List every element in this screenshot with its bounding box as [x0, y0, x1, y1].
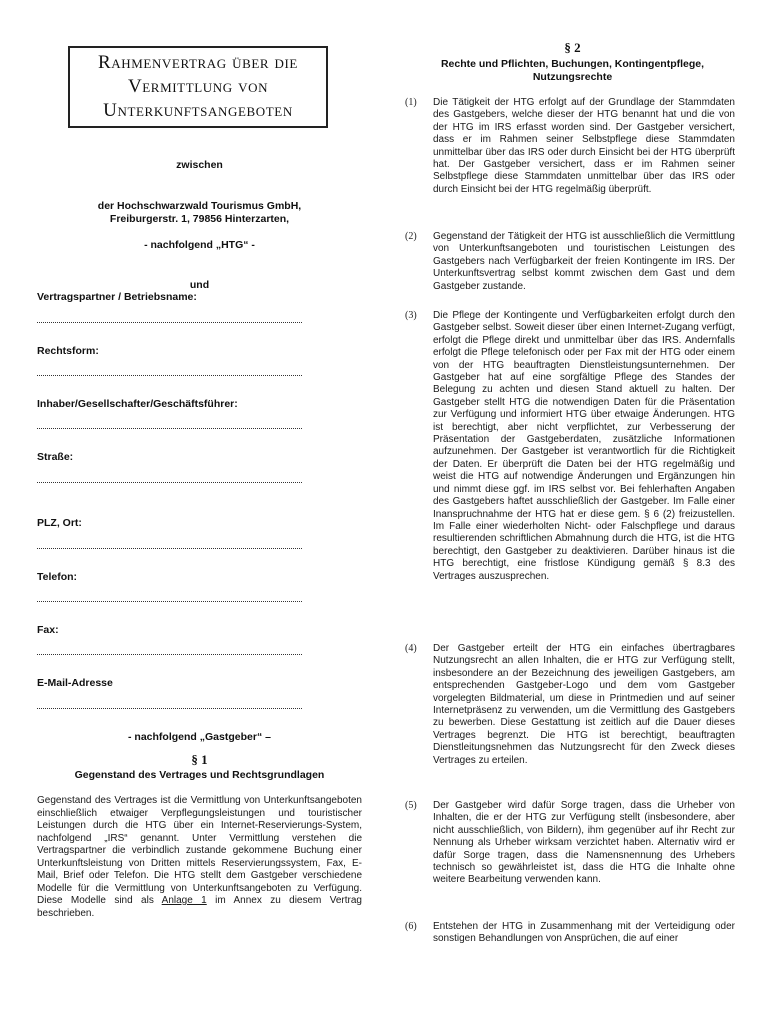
- field-line-telefon[interactable]: [37, 601, 302, 602]
- paragraph-number: (5): [405, 800, 417, 811]
- paragraph-text: Der Gastgeber erteilt der HTG ein einfaches übertragbares Nutzungsrecht an allen Inhalten, die er HTG zur Verfügung stellt, insbesondere an der Bezeichnung des jeweiligen Gastgebers, am entsprechenden Gastgeber-Logo und dem vom Gastgeber vorgelegten Bildmaterial, um diese in Printmedien und auf seiner Internetpräsenz zu verwenden, um die Vermittlung des Gastgebers zu bewerben. Diese Gestattung ist zeitlich auf die Dauer dieses Vertrages begrenzt. Die HTG ist berechtigt, beauftragten Dienstleitungsnehmen das Nutzungsrecht für den Zweck dieses Vertrages zu erteilen.: [433, 643, 735, 766]
- field-label-fax: Fax:: [37, 624, 59, 636]
- section-2-title-line-2: Nutzungsrechte: [532, 71, 613, 83]
- field-line-inhaber[interactable]: [37, 428, 302, 429]
- field-line-email[interactable]: [37, 708, 302, 709]
- section-1-text: Gegenstand des Vertrages ist die Vermittlung von Unterkunftsangeboten einschließlich etwaiger Verpflegungsleistungen und touristischer Leistungen durch die HTG über ein Internet-Reservierungs-System, nachfolgend „IRS“ genannt. Unter Vermittlung verstehen die Vertragspartner die verbindlich zustande gekommene Buchung einer Unterkunftsleistung von Dritten mittels Reservierungssystem, Fax, E-Mail, Brief oder Telefon. Die HTG stellt dem Gastgeber verschiedene Modelle für die Vermittlung von Unterkunftsangeboten zu Verfügung. Diese Modelle sind als: [37, 795, 362, 906]
- field-label-strasse: Straße:: [37, 451, 74, 463]
- paragraph-text: Entstehen der HTG in Zusammenhang mit der Verteidigung oder sonstigen Behandlungen von Ansprüchen, die auf einer: [433, 921, 735, 945]
- field-line-strasse[interactable]: [37, 482, 302, 483]
- field-line-fax[interactable]: [37, 654, 302, 655]
- field-label-rechtsform: Rechtsform:: [37, 345, 99, 357]
- title-line-3: Unterkunftsangeboten: [103, 100, 293, 121]
- company-name: der Hochschwarzwald Tourismus GmbH,: [97, 200, 302, 212]
- annex-link[interactable]: Anlage 1: [161, 895, 207, 906]
- htg-designation: - nachfolgend „HTG“ -: [144, 239, 255, 251]
- section-1-text-end: im Annex zu diesem Vertrag beschrieben.: [37, 895, 362, 919]
- section-1-body: [37, 795, 362, 920]
- paragraph-number: (6): [405, 921, 417, 932]
- field-line-plz-ort[interactable]: [37, 548, 302, 549]
- field-line-rechtsform[interactable]: [37, 375, 302, 376]
- paragraph-number: (2): [405, 231, 417, 242]
- field-label-plz-ort: PLZ, Ort:: [37, 517, 82, 529]
- section-2-number: § 2: [564, 40, 581, 55]
- paragraph-text: Die Tätigkeit der HTG erfolgt auf der Grundlage der Stammdaten des Gastgebers, welche dieser der HTG benannt hat und die von der HTG im IRS erfasst worden sind. Der Gastgeber versichert, dass er im Rahmen seiner Selbstpflege diese Stammdaten unmittelbar über das IRS oder durch Einsicht bei der HTG überprüft hat. Der Gastgeber versichert, dass er im Rahmen seiner Selbstpflege diese Stammdaten unmittelbar über das IRS oder durch Einsicht bei der HTG regelmäßig überprüft.: [433, 97, 735, 195]
- company-address: Freiburgerstr. 1, 79856 Hinterzarten,: [109, 213, 290, 225]
- field-line-betriebsname[interactable]: [37, 322, 302, 323]
- paragraph-text: Gegenstand der Tätigkeit der HTG ist ausschließlich die Vermittlung von Unterkunftsangeboten und touristischen Leistungen des Gastgebers nach Verfügbarkeit der freien Kontingente im IRS. Der Unterkunftsvertrag selbst kommt zwischen dem Gast und dem Gastgeber zustande.: [433, 231, 735, 292]
- gastgeber-designation: - nachfolgend „Gastgeber“ –: [128, 731, 271, 743]
- paragraph-text: Der Gastgeber wird dafür Sorge tragen, dass die Urheber von Inhalten, die er der HTG zur Verfügung stellt (insbesondere, aber nicht ausschließlich, von Bildern), ihm gegenüber auf ihr Recht zur Nennung als Urheber wirksam verzichtet haben. Alternativ wird er dafür Sorge tragen, dass die Namensnennung des Urhebers technisch so gewährleistet ist, dass die HTG die Inhalte ohne weitere Bearbeitung verwenden kann.: [433, 800, 735, 886]
- section-2-title-line-1: Rechte und Pflichten, Buchungen, Kontingentpflege,: [440, 58, 705, 70]
- paragraph-number: (4): [405, 643, 417, 654]
- title-line-2: Vermittlung von: [127, 76, 269, 97]
- field-label-betriebsname: Vertragspartner / Betriebsname:: [37, 291, 197, 303]
- paragraph-number: (3): [405, 310, 417, 321]
- title-line-1: Rahmenvertrag über die: [98, 52, 298, 73]
- und-label: und: [189, 279, 210, 291]
- contract-title-box: [68, 46, 328, 128]
- field-label-telefon: Telefon:: [37, 571, 78, 583]
- section-2-title: [410, 58, 735, 84]
- field-label-inhaber: Inhaber/Gesellschafter/Geschäftsführer:: [37, 398, 238, 410]
- zwischen-label: zwischen: [176, 159, 223, 171]
- field-label-email: E-Mail-Adresse: [37, 677, 113, 689]
- paragraph-number: (1): [405, 97, 417, 108]
- section-1-number: § 1: [191, 752, 208, 767]
- paragraph-text: Die Pflege der Kontingente und Verfügbarkeiten erfolgt durch den Gastgeber selbst. Soweit dieser über einen Internet-Zugang verfügt, erfolgt die Pflege direkt und unmittelbar über das IRS. Andernfalls erfolgt die Pflege telefonisch oder per Fax mit der HTG oder einem von der HTG beauftragten Dienstleistungsunternehmen. Der Gastgeber hat auf eine sorgfältige Pflege des Standes der Belegung zu achten und diesen Stand aktuell zu halten. Der Gastgeber stellt HTG die notwendigen Daten für die Präsentation zur Verfügung und informiert HTG über etwaige Änderungen. HTG ist berechtigt, aber nicht verpflichtet, zur Verbesserung der Präsentation der Gastgeberdaten, zusätzliche Informationen aufzunehmen. Der Gastgeber ist verantwortlich für die Richtigkeit der Daten. Er überprüft die Daten bei der HTG regelmäßig und weist die HTG auf notwendige Änderungen und Ergänzungen hin und nimmt diese ggf. im IRS selbst vor. Bei fehlerhaften Angaben des Gastgebers haftet ausschließlich der Gastgeber. Im Falle einer Inanspruchnahme der HTG hat er diese gem. § 6 (2) freizustellen. Im Falle einer wiederholten Nicht- oder Falschpflege und daraus resultierenden schriftlichen Abmahnung durch die HTG, ist die HTG berechtigt, den Gastgeber zu deaktivieren. Darüber hinaus ist die HTG berechtigt, eine fristlose Kündigung gemäß § 8.3 des Vertrages auszusprechen.: [433, 310, 735, 582]
- section-1-title: Gegenstand des Vertrages und Rechtsgrundlagen: [74, 769, 325, 781]
